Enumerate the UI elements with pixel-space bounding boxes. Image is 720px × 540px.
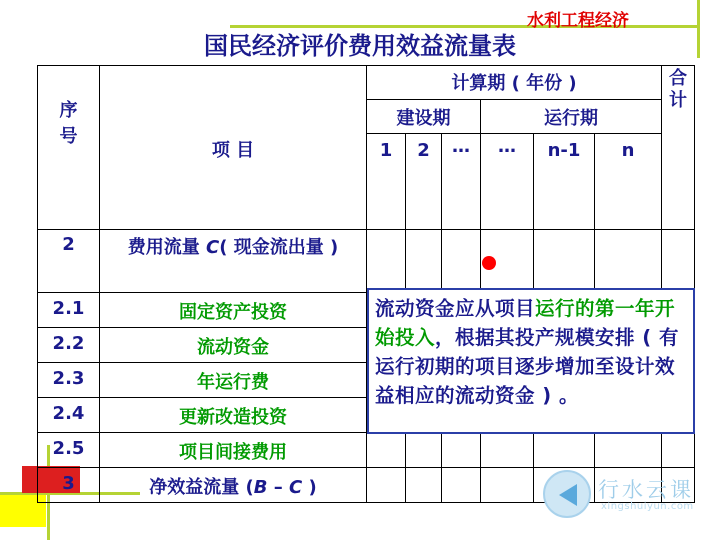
callout-note xyxy=(367,288,695,434)
row-no: 2.3 xyxy=(38,363,100,398)
row-no: 2 xyxy=(38,230,100,293)
callout-text-2: ，根据其投产规模安排 ( 有运行初期的项目逐步增加至设计效益相应的流动资金 ) 。 xyxy=(375,326,680,407)
year-ellipsis-1: … xyxy=(442,134,481,230)
row-no: 2.4 xyxy=(38,398,100,433)
year-n-minus-1: n-1 xyxy=(534,134,595,230)
header-total-label: 合计 xyxy=(669,68,687,111)
row-item xyxy=(100,468,367,503)
header-seq xyxy=(38,66,100,230)
year-n: n xyxy=(595,134,662,230)
row-no: 2.1 xyxy=(38,293,100,328)
header-construction xyxy=(367,100,481,134)
table-row xyxy=(38,230,695,293)
row-no: 3 xyxy=(38,468,100,503)
row-item: 流动资金 xyxy=(100,328,367,363)
row-item: 更新改造投资 xyxy=(100,398,367,433)
header-construction-label: 建设期 xyxy=(396,108,451,129)
table-row xyxy=(38,433,695,468)
header-seq-label: 序号 xyxy=(59,100,78,147)
header-calc-label: 计算期 ( 年份 ) xyxy=(451,73,577,94)
play-circle-icon xyxy=(543,470,591,518)
row-item: 项目间接费用 xyxy=(100,433,367,468)
header-total xyxy=(662,66,695,230)
row-item-suffix: ( 现金流出量 ) xyxy=(219,237,339,258)
brand-label: 水利工程经济 xyxy=(527,11,629,31)
play-icon xyxy=(559,484,577,506)
row-item-var-b: B xyxy=(253,477,268,498)
year-2: 2 xyxy=(406,134,442,230)
flow-table xyxy=(37,65,695,503)
row-no: 2.5 xyxy=(38,433,100,468)
page-title: 国民经济评价费用效益流量表 xyxy=(204,32,516,60)
row-item-prefix: 净效益流量 ( xyxy=(149,477,254,498)
row-item-var: C xyxy=(206,237,220,258)
callout-text-highlight: 运行的第一年开始投入 xyxy=(375,297,676,349)
header-operation-label: 运行期 xyxy=(544,108,598,129)
header-operation xyxy=(481,100,662,134)
row-item: 年运行费 xyxy=(100,363,367,398)
row-no: 2.2 xyxy=(38,328,100,363)
row-item-suffix: ) xyxy=(302,477,317,498)
xingshuiyun-logo xyxy=(543,470,715,520)
logo-text: 行水云课 xyxy=(598,478,694,502)
row-item: 固定资产投资 xyxy=(100,293,367,328)
logo-subtext: xingshuiyun.com xyxy=(601,501,694,512)
callout-text-1: 流动资金应从项目 xyxy=(375,297,536,320)
row-item-var-c: C xyxy=(289,477,303,498)
year-ellipsis-2: … xyxy=(481,134,534,230)
header-calc-period xyxy=(367,66,662,100)
year-1: 1 xyxy=(367,134,406,230)
red-dot-marker xyxy=(482,256,496,270)
header-item xyxy=(100,66,367,230)
row-item xyxy=(100,230,367,293)
header-item-label: 项 目 xyxy=(211,140,255,161)
row-item-prefix: 费用流量 xyxy=(127,237,207,258)
row-item-mid: – xyxy=(267,477,290,498)
